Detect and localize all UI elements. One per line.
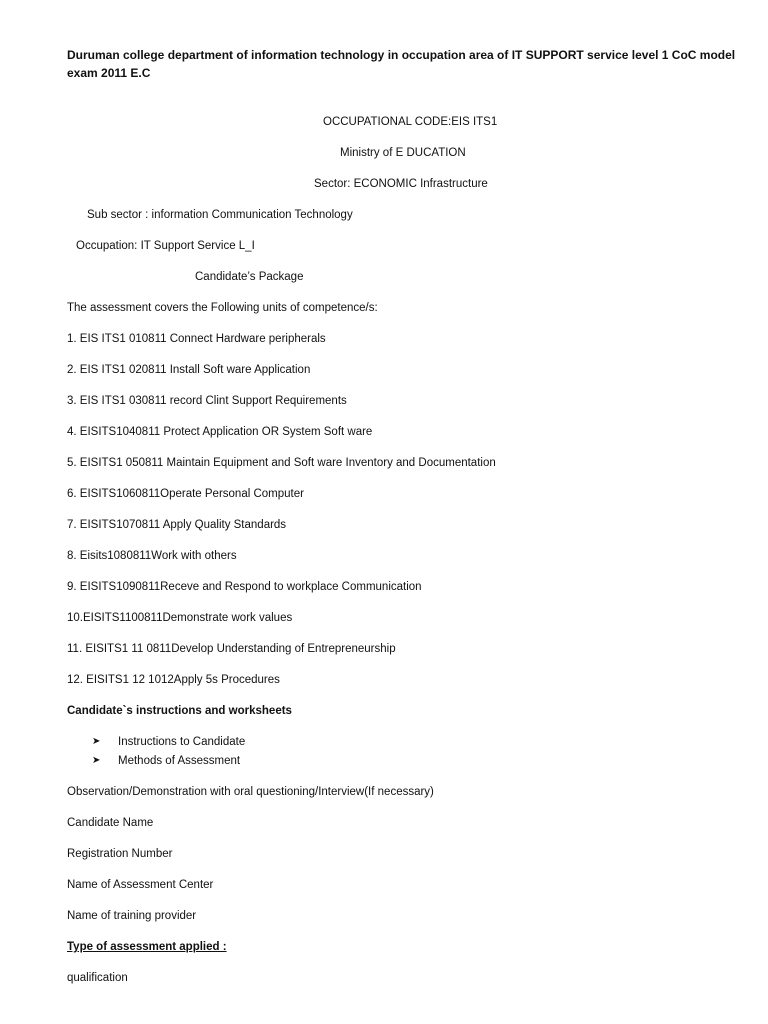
qualification-text: qualification bbox=[67, 972, 128, 984]
bullet-item bbox=[92, 735, 245, 749]
assessment-type-heading: Type of assessment applied : bbox=[67, 941, 227, 953]
occupation-line: Occupation: IT Support Service L_I bbox=[76, 240, 255, 252]
occupational-code: OCCUPATIONAL CODE:EIS ITS1 bbox=[323, 116, 498, 128]
candidate-name-label: Candidate Name bbox=[67, 817, 154, 829]
bullet-item bbox=[92, 754, 240, 768]
units-intro: The assessment covers the Following units of competence/s: bbox=[67, 302, 378, 314]
arrow-bullet-icon: ➤ bbox=[92, 736, 101, 747]
unit-item: 6. EISITS1060811Operate Personal Computer bbox=[67, 488, 304, 500]
unit-item: 5. EISITS1 050811 Maintain Equipment and Soft ware Inventory and Documentation bbox=[67, 457, 496, 469]
unit-item: 1. EIS ITS1 010811 Connect Hardware peripherals bbox=[67, 333, 326, 345]
instructions-heading: Candidate`s instructions and worksheets bbox=[67, 705, 292, 717]
unit-item: 4. EISITS1040811 Protect Application OR System Soft ware bbox=[67, 426, 373, 438]
sub-sector-line: Sub sector : information Communication Technology bbox=[87, 209, 353, 221]
training-provider-label: Name of training provider bbox=[67, 910, 197, 922]
unit-item: 10.EISITS1100811Demonstrate work values bbox=[67, 612, 293, 624]
unit-item: 3. EIS ITS1 030811 record Clint Support Requirements bbox=[67, 395, 347, 407]
unit-item: 7. EISITS1070811 Apply Quality Standards bbox=[67, 519, 287, 531]
unit-item: 9. EISITS1090811Receve and Respond to workplace Communication bbox=[67, 581, 422, 593]
document-title: Duruman college department of information technology in occupation area of IT SUPPORT service level 1 CoC model exam 2011 E.C bbox=[67, 48, 736, 80]
ministry-line: Ministry of E DUCATION bbox=[340, 147, 466, 159]
bullet-text: Instructions to Candidate bbox=[118, 736, 246, 748]
candidates-package-heading: Candidate’s Package bbox=[195, 271, 304, 283]
unit-item: 2. EIS ITS1 020811 Install Soft ware Application bbox=[67, 364, 311, 376]
registration-number-label: Registration Number bbox=[67, 848, 173, 860]
assessment-method: Observation/Demonstration with oral questioning/Interview(If necessary) bbox=[67, 786, 434, 798]
sector-line: Sector: ECONOMIC Infrastructure bbox=[314, 178, 488, 190]
arrow-bullet-icon: ➤ bbox=[92, 755, 101, 766]
unit-item: 11. EISITS1 11 0811Develop Understanding of Entrepreneurship bbox=[67, 643, 396, 655]
bullet-text: Methods of Assessment bbox=[118, 755, 241, 767]
unit-item: 8. Eisits1080811Work with others bbox=[67, 550, 237, 562]
assessment-center-label: Name of Assessment Center bbox=[67, 879, 214, 891]
unit-item: 12. EISITS1 12 1012Apply 5s Procedures bbox=[67, 674, 280, 686]
